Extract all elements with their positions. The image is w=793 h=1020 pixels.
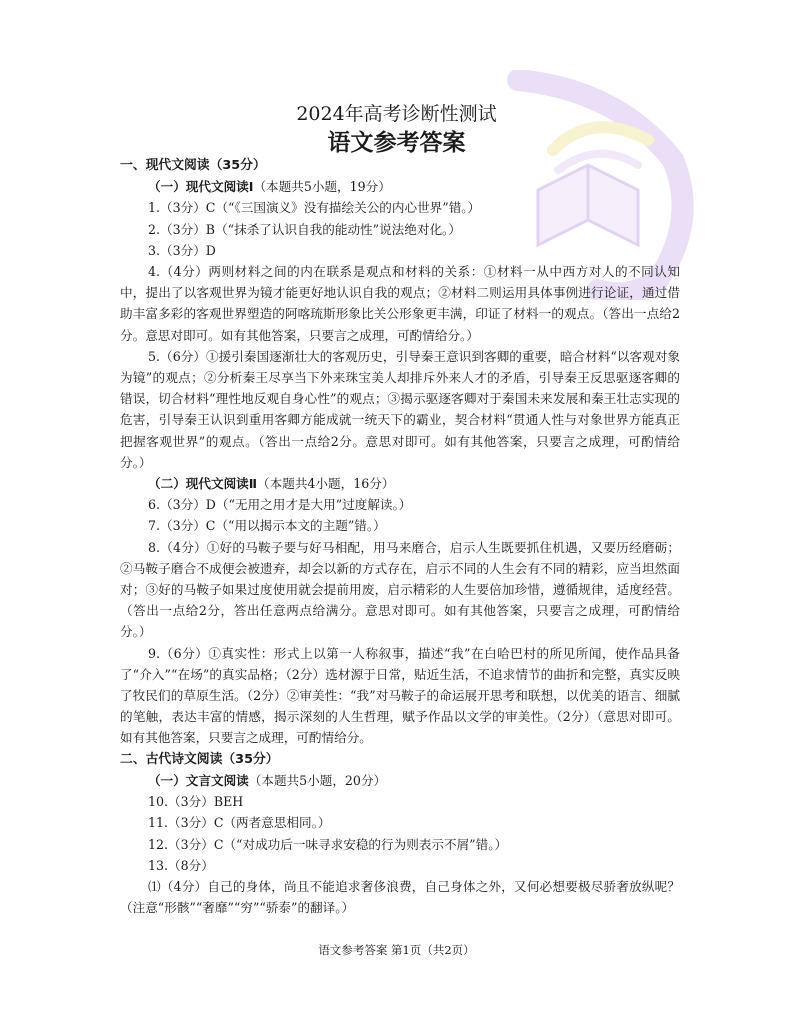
subsection-heading-reading-2	[120, 473, 680, 494]
document-title: 语文参考答案	[327, 130, 466, 156]
answer-item-2: 2.（3分）B（“抹杀了认识自我的能动性”说法绝对化。）	[148, 221, 461, 237]
answer-item-13: 13.（8分）	[148, 857, 214, 873]
answer-item-3: 3.（3分）D	[148, 242, 216, 258]
answer-item-1: 1.（3分）C（“《三国演义》没有描绘关公的内心世界”错。）	[148, 200, 481, 216]
answer-item-13-1: ⑴（4分）自己的身体，尚且不能追求奢侈浪费，自己身体之外，又何必想要极尽骄奢放纵呢？（注意“形骸”“奢靡”“穷”“骄泰”的翻译。）	[120, 878, 680, 916]
subsection-title: （二）现代文阅读Ⅱ	[148, 476, 258, 492]
section-heading-classical-reading: 二、古代诗文阅读（35分）	[120, 751, 279, 767]
answer-item-5: 5.（6分）①援引秦国逐渐壮大的客观历史，引导秦王意识到客卿的重要，暗合材料“以客观对象为镜”的观点；②分析秦王尽享当下外来珠宝美人却排斥外来人才的矛盾，引导秦王反思驱逐客卿的错误，切合材料“理性地反观自身心性”的观点；③揭示驱逐客卿对于秦国未来发展和秦王壮志实现的危害，引导秦王认识到重用客卿方能成就一统天下的霸业，契合材料“贯通人性与对象世界方能真正把握客观世界”的观点。（答出一点给2分。意思对即可。如有其他答案，只要言之成理，可酌情给分。）	[120, 348, 680, 470]
answer-item-11: 11.（3分）C（两者意思相同。）	[148, 815, 331, 831]
section-heading-modern-reading: 一、现代文阅读（35分）	[120, 158, 266, 173]
subsection-title: （一）现代文阅读Ⅰ	[148, 179, 254, 195]
exam-title: 2024年高考诊断性测试	[296, 103, 497, 125]
answer-item-10: 10.（3分）BEH	[148, 794, 244, 810]
subsection-title: （一）文言文阅读	[148, 772, 249, 788]
answer-item-12: 12.（3分）C（“对成功后一味寻求安稳的行为则表示不屑”错。）	[148, 836, 508, 852]
answer-item-9: 9.（6分）①真实性：形式上以第一人称叙事，描述“我”在白哈巴村的所见所闻，使作品具备了“介入”“在场”的真实品格；（2分）选材源于日常，贴近生活，不追求情节的曲折和完整，真实反映了牧民们的草原生活。（2分）②审美性：“我”对马鞍子的命运展开思考和联想，以优美的语言、细腻的笔触，表达丰富的情感，揭示深刻的人生哲理，赋予作品以文学的审美性。（2分）（意思对即可。如有其他答案，只要言之成理，可酌情给分。	[120, 645, 680, 746]
subsection-note: （本题共5小题，19分）	[253, 179, 391, 195]
page-footer: 语文参考答案 第1页（共2页）	[318, 943, 475, 957]
answer-item-6: 6.（3分）D（“无用之用才是大用”过度解读。）	[148, 497, 412, 513]
answer-item-7: 7.（3分）C（“用以揭示本文的主题”错。）	[148, 518, 386, 534]
answer-item-4: 4.（4分）两则材料之间的内在联系是观点和材料的关系：①材料一从中西方对人的不同认知中，提出了以客观世界为镜才能更好地认识自我的观点；②材料二则运用具体事例进行论证，通过借助丰富多彩的客观世界塑造的阿喀琉斯形象比关公形象更丰满，印证了材料一的观点。（答出一点给2分。意思对即可。如有其他答案，只要言之成理，可酌情给分。）	[120, 264, 680, 343]
answer-item-8: 8.（4分）①好的马鞍子要与好马相配，用马来磨合，启示人生既要抓住机遇，又要历经磨砺；②马鞍子磨合不成便会被遗弃，却会以新的方式存在，启示不同的人生会有不同的精彩，应当坦然面对；③好的马鞍子如果过度使用就会提前用废，启示精彩的人生要倍加珍惜，遵循规律，适度经营。（答出一点给2分，答出任意两点给满分。意思对即可。如有其他答案，只要言之成理，可酌情给分。）	[120, 539, 680, 640]
subsection-heading-reading-1	[120, 176, 680, 197]
answer-content	[120, 155, 680, 918]
subsection-note: （本题共5小题，20分）	[248, 772, 387, 788]
subsection-heading-classical-prose	[120, 770, 680, 791]
subsection-note: （本题共4小题，16分）	[257, 476, 395, 492]
